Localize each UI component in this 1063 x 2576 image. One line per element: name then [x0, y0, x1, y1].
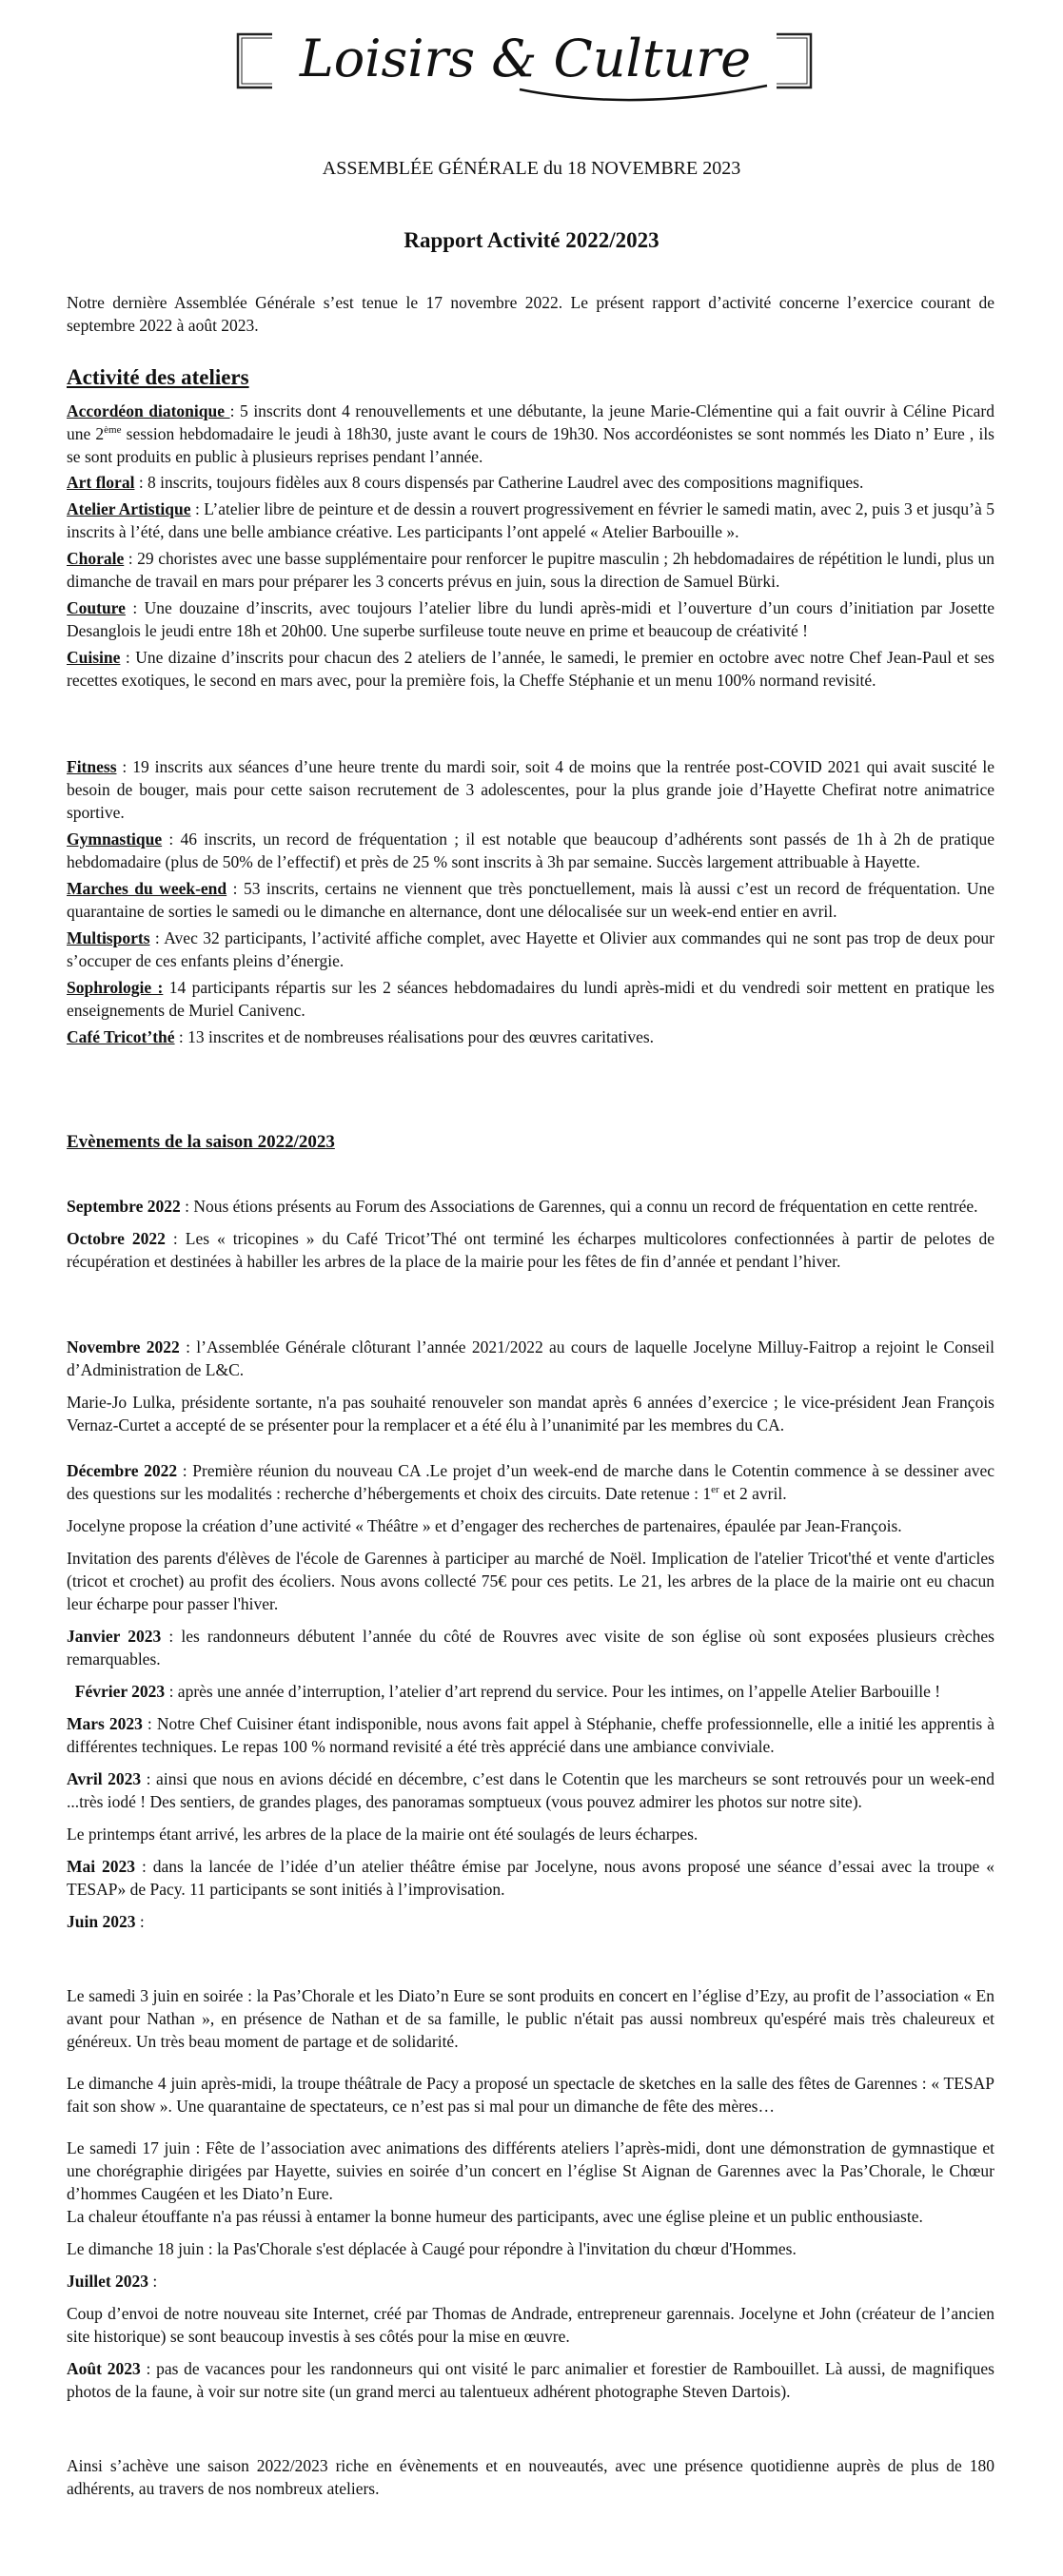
atelier-item: Chorale : 29 choristes avec une basse supplémentaire pour renforcer le pupitre masculin ; 2h hebdomadaires de répétition le lundi, plus un dimanche de travail en mars pour préparer les 3 concerts prévus en juin, sous la direction de Samuel Bürki.: [67, 549, 994, 591]
event-item: Jocelyne propose la création d’une activité « Théâtre » et d’engager des recherches de partenaires, épaulée par Jean-François.: [67, 1516, 902, 1535]
events-june-4: [67, 2072, 994, 2117]
event-item: Mai 2023 : dans la lancée de l’idée d’un atelier théâtre émise par Jocelyne, nous avons proposé une séance d’essai avec la troupe « TESAP» de Pacy. 11 participants se sont initiés à l’improvisation.: [67, 1857, 994, 1899]
events-dec-to-may: [67, 1459, 994, 1933]
event-item: Le samedi 17 juin : Fête de l’association avec animations des différents ateliers l’après-midi, dont une démonstration de gymnastique et une chorégraphie dirigées par Hayette, suivies en soirée d’un concert en l’église St Aignan de Garennes avec la Pas’Chorale, le Chœur d’hommes Caugéen et les Diato’n Eure.: [67, 2138, 994, 2203]
atelier-item: Accordéon diatonique : 5 inscrits dont 4 renouvellements et une débutante, la jeune Marie-Clémentine qui a fait ouvrir à Céline Picard une 2ème session hebdomadaire le jeudi à 18h30, juste avant le cours de 19h30. Nos accordéonistes se sont nommés les Diato n’ Eure , ils se sont produits en public à plusieurs reprises pendant l’année.: [67, 401, 994, 466]
atelier-item: Sophrologie : 14 participants répartis sur les 2 séances hebdomadaires du lundi après-midi et du vendredi soir mettent en pratique les enseignements de Muriel Canivenc.: [67, 978, 994, 1020]
atelier-item: Gymnastique : 46 inscrits, un record de fréquentation ; il est notable que beaucoup d’adhérents sont passés de 1h à 2h de pratique hebdomadaire (plus de 50% de l’effectif) et près de 25 % sont inscrits à 3h par semaine. Succès largement attribuable à Hayette.: [67, 829, 994, 871]
event-item: Janvier 2023 : les randonneurs débutent l’année du côté de Rouvres avec visite de son église où sont exposées plusieurs crèches remarquables.: [67, 1627, 994, 1669]
event-item: Juin 2023 :: [67, 1912, 145, 1931]
event-item: Invitation des parents d'élèves de l'école de Garennes à participer au marché de Noël. Implication de l'atelier Tricot'thé et vente d'articles (tricot et crochet) au profit des écoliers. Nous avons collecté 75€ pour ces petits. Le 21, les arbres de la place de la mairie ont eu chacun leur écharpe pour passer l'hiver.: [67, 1549, 994, 1613]
event-item: Juillet 2023 :: [67, 2272, 158, 2291]
event-item: Marie-Jo Lulka, présidente sortante, n'a pas souhaité renouveler son mandat après 6 années d’exercice ; le vice-président Jean François Vernaz-Curtet a accepté de se présenter pour la remplacer et a été élu à l’unanimité par les membres du CA.: [67, 1393, 994, 1434]
report-title: Rapport Activité 2022/2023: [404, 228, 659, 252]
atelier-item: Couture : Une douzaine d’inscrits, avec toujours l’atelier libre du lundi après-midi et l’ouverture d’un cours d’initiation par Josette Desanglois le jeudi entre 18h et 20h00. Une superbe surfileuse toute neuve en prime et beaucoup de créativité !: [67, 598, 994, 640]
atelier-item: Café Tricot’thé : 13 inscrites et de nombreuses réalisations pour des œuvres caritatives.: [67, 1027, 655, 1046]
atelier-item: Art floral : 8 inscrits, toujours fidèles aux 8 cours dispensés par Catherine Laudrel avec des compositions magnifiques.: [67, 473, 864, 492]
conclusion-text: Ainsi s’achève une saison 2022/2023 riche en évènements et en nouveautés, avec une présence quotidienne auprès de plus de 180 adhérents, au travers de nos nombreux ateliers.: [67, 2456, 994, 2498]
event-item: Octobre 2022 : Les « tricopines » du Café Tricot’Thé ont terminé les écharpes multicolores confectionnées à partir de pelotes de récupération et destinées à habiller les arbres de la place de la mairie pour les fêtes de fin d’année et pendant l’hiver.: [67, 1229, 994, 1271]
atelier-item: Marches du week-end : 53 inscrits, certains ne viennent que très ponctuellement, mais là aussi c’est un record de fréquentation. Une quarantaine de sorties le samedi ou le dimanche en alternance, dont une délocalisée sur un week-end entier en avril.: [67, 879, 994, 921]
events-nov: [67, 1336, 994, 1436]
events-sept-oct: [67, 1195, 994, 1273]
event-item: Août 2023 : pas de vacances pour les randonneurs qui ont visité le parc animalier et forestier de Rambouillet. Là aussi, de magnifiques photos de la faune, à voir sur notre site (un grand merci au talentueux adhérent photographe Steven Dartois).: [67, 2359, 994, 2401]
atelier-item: Cuisine : Une dizaine d’inscrits pour chacun des 2 ateliers de l’année, le samedi, le premier en octobre avec notre Chef Jean-Paul et ses recettes exotiques, le second en mars avec, pour la première fois, la Cheffe Stéphanie et un menu 100% normand revisité.: [67, 648, 994, 690]
loisirs-culture-logo: [234, 13, 817, 116]
logo-text: Loisirs & Culture: [299, 29, 752, 88]
event-item: Décembre 2022 : Première réunion du nouveau CA .Le projet d’un week-end de marche dans le Cotentin commence à se dessiner avec des questions sur les modalités : recherche d’hébergements et choix des circuits. Date retenue : 1er et 2 avril.: [67, 1461, 995, 1503]
event-item: Le printemps étant arrivé, les arbres de la place de la mairie ont été soulagés de leurs écharpes.: [67, 1825, 699, 1844]
intro-text: Notre dernière Assemblée Générale s’est tenue le 17 novembre 2022. Le présent rapport d’activité concerne l’exercice courant de septembre 2022 à août 2023.: [67, 293, 994, 335]
ateliers-section-title: Activité des ateliers: [67, 365, 249, 389]
ateliers-list-2: [67, 755, 994, 1048]
event-item: La chaleur étouffante n'a pas réussi à entamer la bonne humeur des participants, avec une église pleine et un public enthousiaste.: [67, 2207, 923, 2226]
event-item: Le samedi 3 juin en soirée : la Pas’Chorale et les Diato’n Eure se sont produits en concert en l’église d’Ezy, au profit de l’association « En avant pour Nathan », en présence de Nathan et de sa famille, le public n'était pas aussi nombreux qu'espéré mais très chaleureux et généreux. Un très beau moment de partage et de solidarité.: [67, 1986, 994, 2051]
assembly-title: ASSEMBLÉE GÉNÉRALE du 18 NOVEMBRE 2023: [322, 158, 741, 179]
event-item: Septembre 2022 : Nous étions présents au Forum des Associations de Garennes, qui a connu un record de fréquentation en cette rentrée.: [67, 1197, 978, 1216]
intro-paragraph: [67, 291, 994, 337]
event-item: Mars 2023 : Notre Chef Cuisiner étant indisponible, nous avons fait appel à Stéphanie, cheffe professionnelle, elle a initié les apprentis à différentes techniques. Le repas 100 % normand revisité a été très apprécié dans une ambiance conviviale.: [67, 1714, 994, 1756]
events-section-title: Evènements de la saison 2022/2023: [67, 1132, 335, 1152]
event-item: Novembre 2022 : l’Assemblée Générale clôturant l’année 2021/2022 au cours de laquelle Jocelyne Milluy-Faitrop a rejoint le Conseil d’Administration de L&C.: [67, 1337, 995, 1379]
events-june-jul-aug: [67, 2237, 994, 2403]
event-item: Le dimanche 4 juin après-midi, la troupe théâtrale de Pacy a proposé un spectacle de sketches en la salle des fêtes de Garennes : « TESAP fait son show ». Une quarantaine de spectateurs, ce n’est pas si mal pour un dimanche de fête des mères…: [67, 2074, 994, 2116]
event-item: Avril 2023 : ainsi que nous en avions décidé en décembre, c’est dans le Cotentin que les marcheurs se sont retrouvés pour un week-end ...très iodé ! Des sentiers, de grandes plages, des panoramas somptueux (vous pouvez admirer les photos sur notre site).: [67, 1769, 994, 1811]
event-item: Février 2023 : après une année d’interruption, l’atelier d’art reprend du service. Pour les intimes, on l’appelle Atelier Barbouille !: [74, 1682, 941, 1701]
events-june: [67, 1984, 994, 2053]
ateliers-list-1: [67, 400, 994, 692]
event-item: Le dimanche 18 juin : la Pas'Chorale s'est déplacée à Caugé pour répondre à l'invitation du chœur d'Hommes.: [67, 2239, 797, 2258]
atelier-item: Atelier Artistique : L’atelier libre de peinture et de dessin a rouvert progressivement en février le samedi matin, avec 2, puis 3 et jusqu’à 5 inscrits à l’été, dans une belle ambiance créative. Les participants l’ont appelé « Atelier Barbouille ».: [67, 499, 994, 541]
conclusion-paragraph: [67, 2454, 994, 2500]
atelier-item: Multisports : Avec 32 participants, l’activité affiche complet, avec Hayette et Olivier aux commandes qui ne sont pas trop de deux pour s’occuper de ces enfants pleins d’énergie.: [67, 928, 994, 970]
event-item: Coup d’envoi de notre nouveau site Internet, créé par Thomas de Andrade, entrepreneur garennais. Jocelyne et John (créateur de l’ancien site historique) se sont beaucoup investis à ses côtés pour la mise en œuvre.: [67, 2304, 994, 2346]
events-june-17: [67, 2137, 994, 2228]
atelier-item: Fitness : 19 inscrits aux séances d’une heure trente du mardi soir, soit 4 de moins que la rentrée post-COVID 2021 qui avait suscité le besoin de bouger, mais pour cette saison recrutement de 3 adolescentes, pour la plus grande joie d’Hayette Chefirat notre animatrice sportive.: [67, 757, 994, 822]
